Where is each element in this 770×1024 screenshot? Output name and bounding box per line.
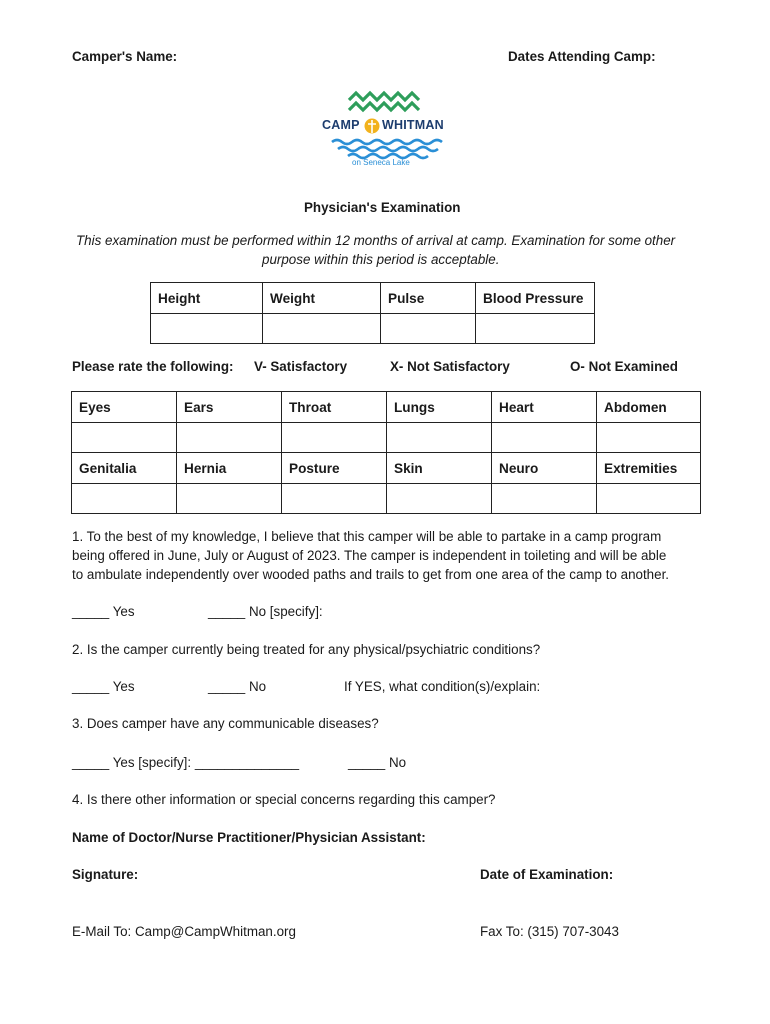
- throat-rating-cell[interactable]: [282, 423, 387, 453]
- q2-explain-label: If YES, what condition(s)/explain:: [344, 679, 541, 694]
- q2-yes-field[interactable]: _____ Yes: [72, 679, 135, 694]
- camp-whitman-logo: [318, 86, 452, 172]
- q1-line-3: to ambulate independently over wooded paths and trails to get from one area of the camp to another.: [72, 567, 670, 582]
- system-extremities: Extremities: [597, 453, 701, 484]
- rating-satisfactory: V- Satisfactory: [254, 359, 348, 374]
- signature-label: Signature:: [72, 867, 139, 882]
- logo-subtitle: on Seneca Lake: [352, 158, 410, 167]
- q3-yes-field[interactable]: _____ Yes [specify]: ______________: [72, 755, 300, 770]
- vitals-header-weight: Weight: [263, 283, 381, 314]
- system-eyes: Eyes: [72, 392, 177, 423]
- system-skin: Skin: [387, 453, 492, 484]
- system-ears: Ears: [177, 392, 282, 423]
- logo-text-whitman: WHITMAN: [382, 118, 444, 132]
- fax-contact: Fax To: (315) 707-3043: [480, 924, 619, 939]
- doctor-name-label: Name of Doctor/Nurse Practitioner/Physician Assistant:: [72, 830, 426, 845]
- q1-yes-field[interactable]: _____ Yes: [72, 604, 135, 619]
- system-abdomen: Abdomen: [597, 392, 701, 423]
- vitals-header-height: Height: [151, 283, 263, 314]
- extremities-rating-cell[interactable]: [597, 484, 701, 514]
- blood-pressure-input-cell[interactable]: [476, 314, 595, 344]
- skin-rating-cell[interactable]: [387, 484, 492, 514]
- q1-no-field[interactable]: _____ No [specify]:: [208, 604, 323, 619]
- campers-name-label: Camper's Name:: [72, 49, 178, 64]
- email-contact[interactable]: E-Mail To: Camp@CampWhitman.org: [72, 924, 296, 939]
- system-heart: Heart: [492, 392, 597, 423]
- q1-line-2: being offered in June, July or August of 2023. The camper is independent in toileting and will be able: [72, 548, 667, 563]
- weight-input-cell[interactable]: [263, 314, 381, 344]
- eyes-rating-cell[interactable]: [72, 423, 177, 453]
- lungs-rating-cell[interactable]: [387, 423, 492, 453]
- q4-question: 4. Is there other information or special concerns regarding this camper?: [72, 792, 496, 807]
- genitalia-rating-cell[interactable]: [72, 484, 177, 514]
- q3-question: 3. Does camper have any communicable diseases?: [72, 716, 379, 731]
- ears-rating-cell[interactable]: [177, 423, 282, 453]
- system-posture: Posture: [282, 453, 387, 484]
- hernia-rating-cell[interactable]: [177, 484, 282, 514]
- abdomen-rating-cell[interactable]: [597, 423, 701, 453]
- system-hernia: Hernia: [177, 453, 282, 484]
- page-title: Physician's Examination: [304, 200, 461, 215]
- system-neuro: Neuro: [492, 453, 597, 484]
- system-genitalia: Genitalia: [72, 453, 177, 484]
- rating-not-examined: O- Not Examined: [570, 359, 678, 374]
- system-lungs: Lungs: [387, 392, 492, 423]
- intro-line-2: purpose within this period is acceptable.: [262, 252, 500, 267]
- neuro-rating-cell[interactable]: [492, 484, 597, 514]
- logo-text-camp: CAMP: [322, 118, 360, 132]
- posture-rating-cell[interactable]: [282, 484, 387, 514]
- height-input-cell[interactable]: [151, 314, 263, 344]
- q3-no-field[interactable]: _____ No: [348, 755, 407, 770]
- dates-attending-label: Dates Attending Camp:: [508, 49, 656, 64]
- q2-question: 2. Is the camper currently being treated for any physical/psychiatric conditions?: [72, 642, 541, 657]
- heart-rating-cell[interactable]: [492, 423, 597, 453]
- date-of-examination-label: Date of Examination:: [480, 867, 614, 882]
- q1-line-1: 1. To the best of my knowledge, I believe that this camper will be able to partake in a camp program: [72, 529, 662, 544]
- intro-line-1: This examination must be performed within 12 months of arrival at camp. Examination for some other: [76, 233, 676, 248]
- vitals-header-pulse: Pulse: [381, 283, 476, 314]
- system-throat: Throat: [282, 392, 387, 423]
- rating-prompt: Please rate the following:: [72, 359, 234, 374]
- vitals-header-blood-pressure: Blood Pressure: [476, 283, 595, 314]
- systems-table: [71, 391, 701, 514]
- q2-no-field[interactable]: _____ No: [208, 679, 267, 694]
- rating-not-satisfactory: X- Not Satisfactory: [390, 359, 510, 374]
- pulse-input-cell[interactable]: [381, 314, 476, 344]
- vitals-table: [150, 282, 595, 344]
